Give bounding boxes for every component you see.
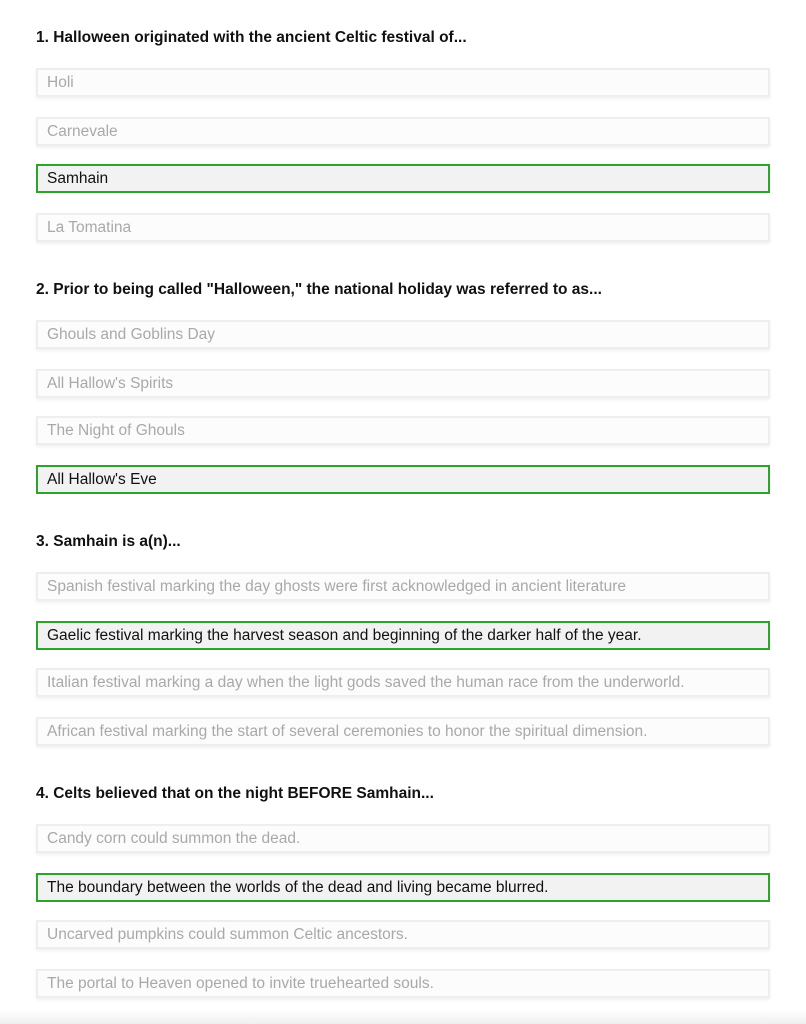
bottom-fade-divider: [0, 1010, 806, 1024]
answer-option-all-hallows-spirits[interactable]: All Hallow's Spirits: [36, 369, 770, 398]
answer-option-la-tomatina[interactable]: La Tomatina: [36, 213, 770, 242]
answer-option-african-festival[interactable]: African festival marking the start of several ceremonies to honor the spiritual dimension.: [36, 717, 770, 746]
answer-option-portal-to-heaven[interactable]: The portal to Heaven opened to invite truehearted souls.: [36, 969, 770, 998]
answer-option-all-hallows-eve-correct[interactable]: All Hallow's Eve: [36, 465, 770, 494]
answer-option-night-of-ghouls[interactable]: The Night of Ghouls: [36, 416, 770, 445]
answer-option-candy-corn[interactable]: Candy corn could summon the dead.: [36, 824, 770, 853]
answer-option-uncarved-pumpkins[interactable]: Uncarved pumpkins could summon Celtic ancestors.: [36, 920, 770, 949]
answer-option-holi[interactable]: Holi: [36, 68, 770, 97]
question-title: 2. Prior to being called "Halloween," the national holiday was referred to as...: [36, 281, 602, 298]
answer-option-boundary-blurred-correct[interactable]: The boundary between the worlds of the dead and living became blurred.: [36, 873, 770, 902]
answer-option-samhain-correct[interactable]: Samhain: [36, 164, 770, 193]
question-title: 3. Samhain is a(n)...: [36, 533, 181, 550]
question-title: 1. Halloween originated with the ancient Celtic festival of...: [36, 29, 467, 46]
answer-option-carnevale[interactable]: Carnevale: [36, 117, 770, 146]
answer-option-italian-festival[interactable]: Italian festival marking a day when the light gods saved the human race from the underworld.: [36, 668, 770, 697]
answer-option-ghouls-goblins-day[interactable]: Ghouls and Goblins Day: [36, 320, 770, 349]
answer-option-gaelic-festival-correct[interactable]: Gaelic festival marking the harvest season and beginning of the darker half of the year.: [36, 621, 770, 650]
answer-option-spanish-festival[interactable]: Spanish festival marking the day ghosts were first acknowledged in ancient literature: [36, 572, 770, 601]
question-title: 4. Celts believed that on the night BEFORE Samhain...: [36, 785, 434, 802]
